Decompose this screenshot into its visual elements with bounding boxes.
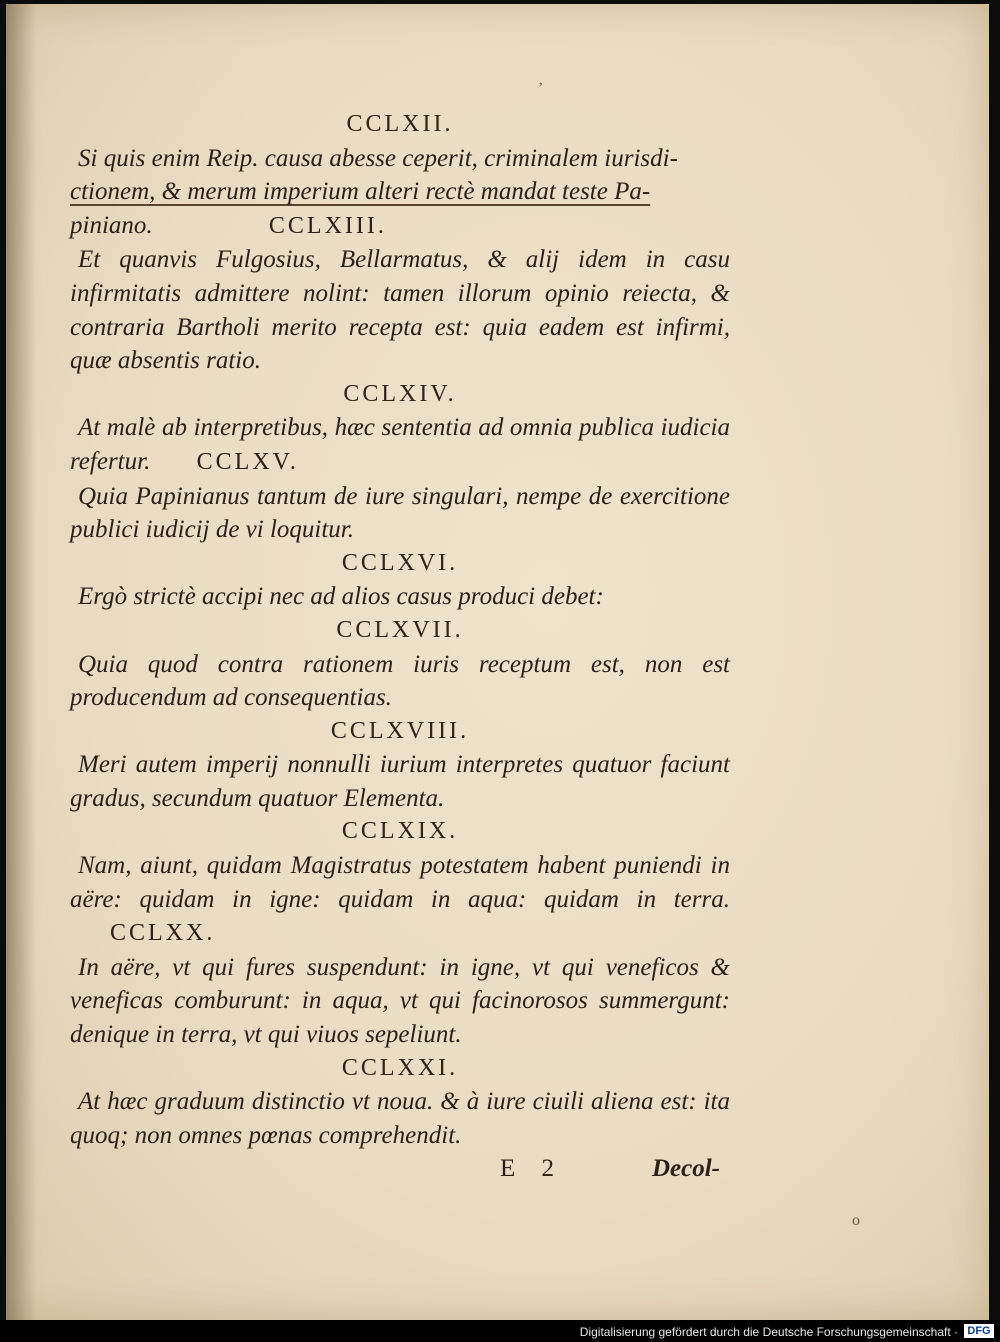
funding-credit: Digitalisierung gefördert durch die Deutsche Forschungsgemeinschaft ·	[579, 1325, 958, 1339]
signature-mark: E 2	[500, 1155, 565, 1182]
paragraph-262-line-3: piniano.	[70, 211, 153, 239]
section-number: CCLXIII.	[268, 212, 387, 239]
ink-speck: ο	[852, 1212, 860, 1229]
section-number: CCLXVII.	[336, 616, 464, 643]
paragraph-265: Quia Papinianus tantum de iure singulari, nempe de exercitione publici iudicij de vi loquitur.	[70, 482, 730, 544]
paragraph-267: Quia quod contra rationem iuris receptum est, non est producendum ad consequentias.	[70, 650, 730, 712]
paragraph-264	[70, 411, 730, 479]
paragraph-269-text: Nam, aiunt, quidam Magistratus potestatem habent puniendi in aëre: quidam in igne: quidam in aqua: quidam in terra.	[70, 852, 730, 913]
paragraph-271: At hæc graduum distinctio vt noua. & à iure ciuili aliena est: ita quoq; non omnes pœnas comprehendit.	[70, 1088, 730, 1149]
paragraph-264-text: At malè ab interpretibus, hæc sententia ad omnia publica iudicia refertur.	[70, 414, 730, 475]
paragraph-262-line-2: ctionem, & merum imperium alteri rectè mandat teste Pa-	[70, 178, 651, 206]
section-number: CCLXXI.	[341, 1054, 459, 1081]
section-number: CCLXIX.	[341, 818, 459, 845]
paragraph-270: In aëre, vt qui fures suspendunt: in igne, vt qui veneficos & veneficas comburunt: in aqua, vt qui facinorosos summergunt: denique in terra, vt qui viuos sepeliunt.	[70, 953, 730, 1049]
page-footer-line	[70, 1155, 720, 1189]
section-number: CCLXV.	[196, 448, 299, 475]
paragraph-268: Meri autem imperij nonnulli iurium interpretes quatuor faciunt gradus, secundum quatuor Elementa.	[70, 751, 730, 812]
ink-speck: ’	[538, 80, 544, 97]
page-gutter-shadow	[6, 4, 36, 1320]
paragraph-262	[70, 142, 730, 244]
paragraph-263: Et quanvis Fulgosius, Bellarmatus, & alij idem in casu infirmitatis admittere nolint: tamen illorum opinio reiecta, & contraria Bartholi merito recepta est: quia eadem est infirmi, quæ absentis ratio.	[70, 246, 730, 375]
section-number: CCLXII.	[346, 111, 454, 137]
digitization-footer	[0, 1320, 1000, 1342]
dfg-logo: DFG	[964, 1324, 994, 1338]
section-number: CCLXX.	[110, 920, 216, 947]
section-number: CCLXVI.	[341, 549, 459, 576]
page-text	[70, 108, 730, 1152]
catchword: Decol-	[651, 1155, 720, 1182]
section-number: CCLXIV.	[343, 380, 457, 407]
paragraph-269	[70, 849, 730, 951]
section-number: CCLXVIII.	[330, 717, 470, 744]
paragraph-266: Ergò strictè accipi nec ad alios casus produci debet:	[78, 583, 604, 611]
paragraph-262-line-1: Si quis enim Reip. causa abesse ceperit, criminalem iurisdi-	[78, 144, 678, 172]
